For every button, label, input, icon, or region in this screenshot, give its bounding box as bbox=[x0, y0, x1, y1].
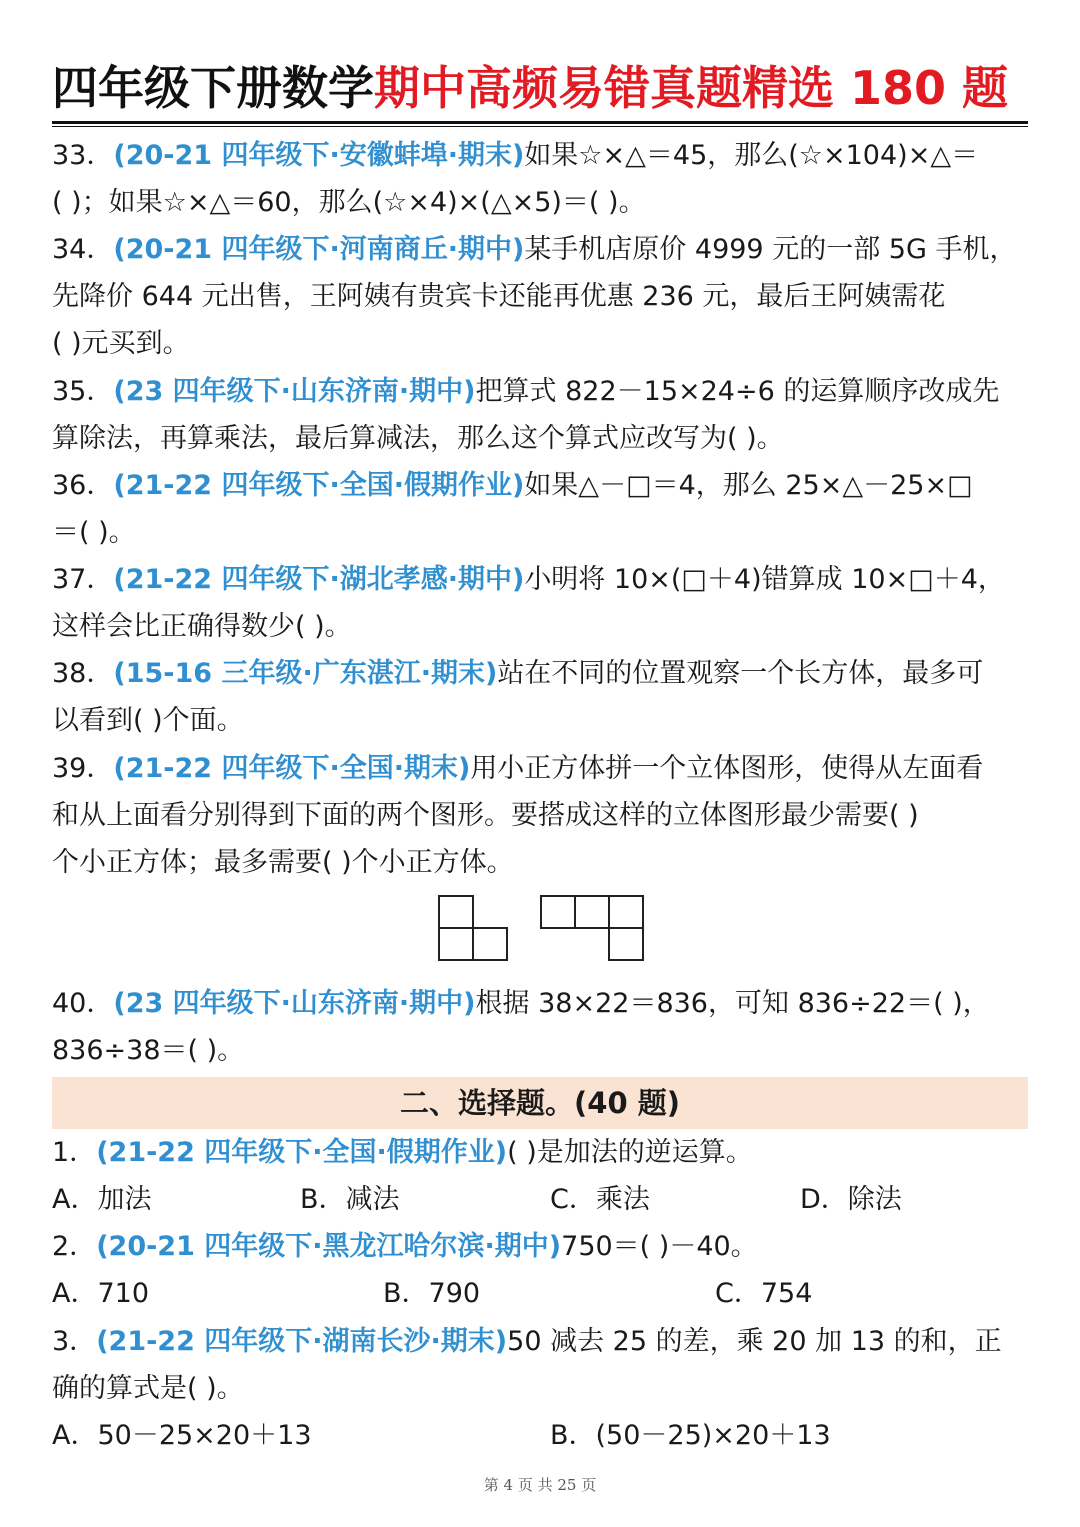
option-a: A．加法 bbox=[52, 1184, 152, 1215]
page-footer: 第 4 页 共 25 页 bbox=[483, 1476, 597, 1494]
option-d: D．除法 bbox=[800, 1184, 902, 1215]
question-line: 33．(20-21 四年级下·安徽蚌埠·期末)如果☆×△＝45，那么(☆×104)×△＝ bbox=[52, 140, 979, 171]
question-line: 以看到( )个面。 bbox=[52, 705, 244, 736]
page-title bbox=[52, 56, 1032, 120]
question-line: ＝( )。 bbox=[52, 517, 136, 548]
title-main: 四年级下册数学 bbox=[52, 61, 374, 115]
choice-question-line: 确的算式是( )。 bbox=[52, 1373, 244, 1404]
option-c: C．乘法 bbox=[550, 1184, 650, 1215]
option-b: B．790 bbox=[383, 1278, 481, 1309]
question-line: 40．(23 四年级下·山东济南·期中)根据 38×22＝836，可知 836÷22＝( )， bbox=[52, 988, 990, 1019]
title-rule-thick bbox=[52, 121, 1028, 124]
option-b: B．(50－25)×20＋13 bbox=[550, 1420, 831, 1451]
question-line: 35．(23 四年级下·山东济南·期中)把算式 822－15×24÷6 的运算顺序改成先 bbox=[52, 376, 1000, 407]
question-line: ( )元买到。 bbox=[52, 328, 190, 359]
question-line: 36．(21-22 四年级下·全国·假期作业)如果△－□＝4，那么 25×△－25×□ bbox=[52, 470, 973, 501]
title-highlight: 期中高频易错真题精选 180 题 bbox=[374, 61, 1009, 115]
choice-question-line: 1．(21-22 四年级下·全国·假期作业)( )是加法的逆运算。 bbox=[52, 1137, 753, 1168]
choice-question-line: 2．(20-21 四年级下·黑龙江哈尔滨·期中)750＝( )－40。 bbox=[52, 1231, 758, 1262]
left-view-figure bbox=[438, 895, 508, 961]
figure-square bbox=[608, 927, 644, 961]
question-line: 这样会比正确得数少( )。 bbox=[52, 611, 352, 642]
option-a: A．50－25×20＋13 bbox=[52, 1420, 312, 1451]
question-line: 38．(15-16 三年级·广东湛江·期末)站在不同的位置观察一个长方体，最多可 bbox=[52, 658, 984, 689]
figure-square bbox=[540, 895, 576, 929]
question-line: 个小正方体；最多需要( )个小正方体。 bbox=[52, 847, 514, 878]
option-b: B．减法 bbox=[300, 1184, 400, 1215]
question-line: 39．(21-22 四年级下·全国·期末)用小正方体拼一个立体图形，使得从左面看 bbox=[52, 753, 984, 784]
figure-square bbox=[438, 927, 474, 961]
figure-square bbox=[608, 895, 644, 929]
question-line: 37．(21-22 四年级下·湖北孝感·期中)小明将 10×(□＋4)错算成 10×□＋4， bbox=[52, 564, 1005, 595]
option-a: A．710 bbox=[52, 1278, 150, 1309]
question-line: 先降价 644 元出售，王阿姨有贵宾卡还能再优惠 236 元，最后王阿姨需花 bbox=[52, 281, 946, 312]
question-line: ( )；如果☆×△＝60，那么(☆×4)×(△×5)＝( )。 bbox=[52, 187, 646, 218]
top-view-figure bbox=[540, 895, 642, 961]
figure-square bbox=[574, 895, 610, 929]
question-line: 34．(20-21 四年级下·河南商丘·期中)某手机店原价 4999 元的一部 5G 手机， bbox=[52, 234, 1017, 265]
option-c: C．754 bbox=[715, 1278, 813, 1309]
title-rule-thin bbox=[52, 126, 1028, 127]
question-line: 836÷38＝( )。 bbox=[52, 1035, 245, 1066]
question-line: 和从上面看分别得到下面的两个图形。要搭成这样的立体图形最少需要( ) bbox=[52, 800, 919, 831]
figure-square bbox=[438, 895, 474, 929]
figure-square bbox=[472, 927, 508, 961]
section-header: 二、选择题。(40 题) bbox=[52, 1077, 1028, 1129]
choice-question-line: 3．(21-22 四年级下·湖南长沙·期末)50 减去 25 的差，乘 20 加 13 的和，正 bbox=[52, 1326, 1002, 1357]
question-line: 算除法，再算乘法，最后算减法，那么这个算式应改写为( )。 bbox=[52, 423, 784, 454]
